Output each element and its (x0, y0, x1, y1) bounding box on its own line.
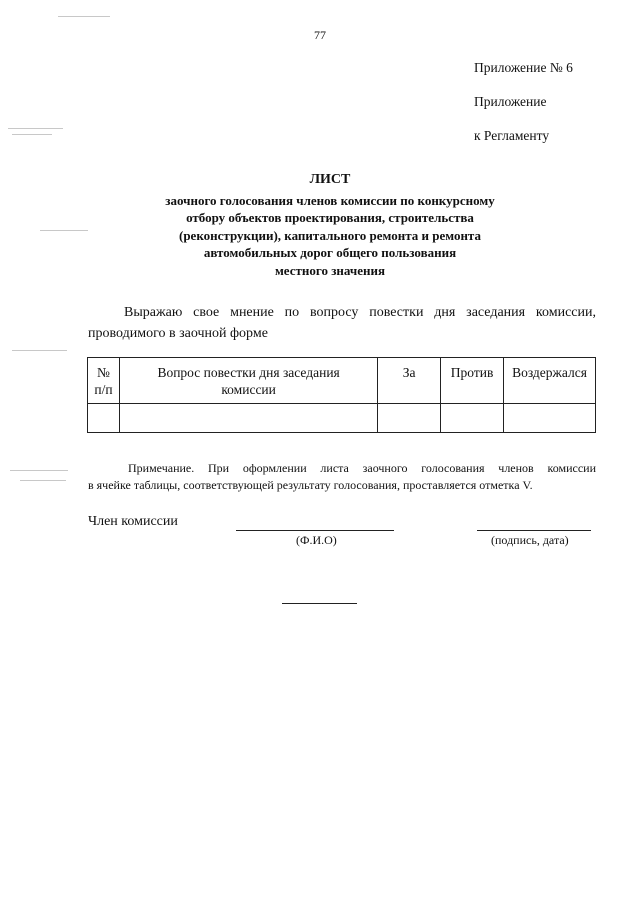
note-paragraph (88, 460, 596, 494)
cell-number[interactable] (88, 404, 120, 433)
scan-speck (12, 350, 67, 351)
header-question (119, 358, 377, 404)
header-against: Против (441, 358, 504, 404)
header-number-line: № (97, 365, 110, 380)
table-row (88, 404, 596, 433)
cell-for[interactable] (378, 404, 441, 433)
appendix-number: Приложение № 6 (474, 60, 573, 75)
note-line: в ячейке таблицы, соответствующей результату голосования, проставляется отметка V. (88, 478, 533, 492)
document-title (130, 171, 530, 279)
header-question-line: комиссии (221, 382, 276, 397)
title-line: (реконструкции), капитального ремонта и ремонта (179, 227, 481, 243)
cell-abstained[interactable] (504, 404, 596, 433)
scan-speck (40, 230, 88, 231)
scan-speck (12, 134, 52, 135)
cell-question[interactable] (119, 404, 377, 433)
intro-paragraph (88, 302, 596, 344)
title-main: ЛИСТ (309, 172, 351, 187)
title-line: заочного голосования членов комиссии по конкурсному (165, 192, 495, 208)
header-question-line: Вопрос повестки дня заседания (157, 365, 340, 380)
title-line: отбору объектов проектирования, строительства (186, 210, 474, 225)
header-number (88, 358, 120, 404)
title-line: местного значения (274, 262, 386, 278)
signature-line[interactable] (477, 530, 591, 531)
header-abstained: Воздержался (504, 358, 596, 404)
fio-caption: (Ф.И.О) (296, 533, 337, 547)
header-for: За (378, 358, 441, 404)
header-number-line: п/п (94, 382, 113, 397)
voting-table (87, 357, 596, 433)
table-header-row (88, 358, 596, 404)
scan-speck (8, 128, 63, 129)
note-line: Примечание. При оформлении листа заочного голосования членов комиссии (128, 461, 596, 475)
fio-line[interactable] (236, 530, 394, 531)
end-divider (282, 603, 357, 604)
scan-speck (10, 470, 68, 471)
intro-line: Выражаю свое мнение по вопросу повестки дня заседания комиссии, (124, 305, 596, 320)
appendix-label: Приложение (474, 94, 547, 109)
member-label: Член комиссии (88, 514, 178, 529)
title-line: автомобильных дорог общего пользования (203, 245, 457, 260)
scan-speck (58, 16, 110, 17)
page-number: 77 (314, 28, 326, 42)
regulation-label: к Регламенту (474, 128, 550, 143)
scan-speck (20, 480, 66, 481)
intro-line: проводимого в заочной форме (88, 326, 268, 341)
cell-against[interactable] (441, 404, 504, 433)
signature-caption: (подпись, дата) (491, 533, 569, 547)
